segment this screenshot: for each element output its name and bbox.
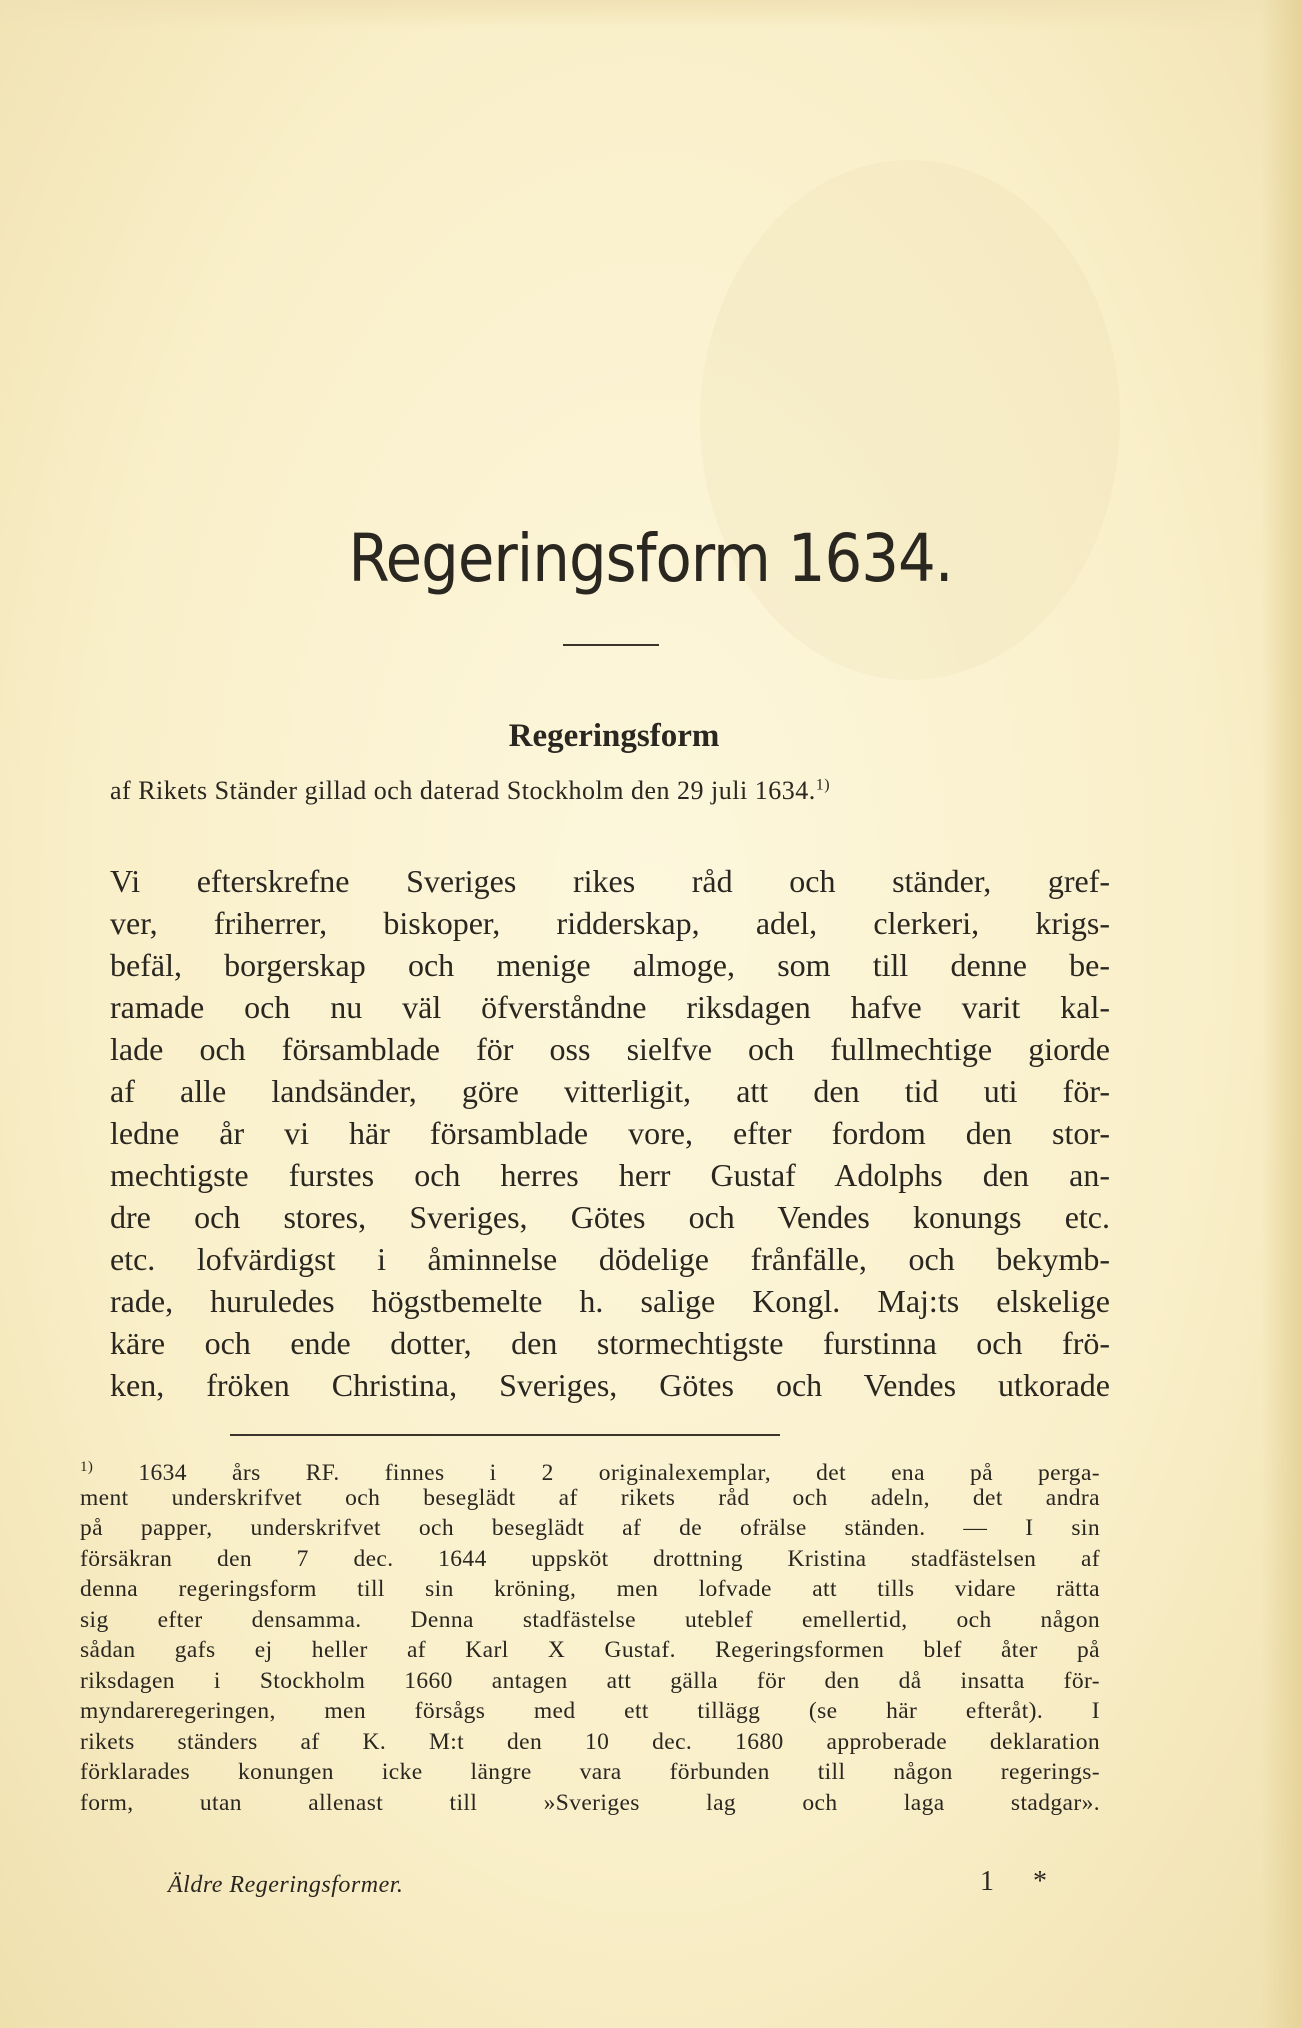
footnote-line: sådan gafs ej heller af Karl X Gustaf. Regeringsformen blef åter på [80, 1637, 1100, 1663]
footnote-line: myndareregeringen, men försågs med ett tillägg (se här efteråt). I [80, 1698, 1100, 1724]
dateline-text: af Rikets Ständer gillad och daterad Stockholm den 29 juli 1634. [110, 776, 816, 805]
footnote-line: riksdagen i Stockholm 1660 antagen att gälla för den då insatta för- [80, 1667, 1100, 1694]
section-heading: Regeringsform [508, 718, 720, 754]
footnote-line [80, 1452, 1100, 1486]
footnote-line: denna regeringsform till sin kröning, men lofvade att tills vidare rätta [80, 1576, 1100, 1602]
ink-bleed-through [700, 160, 1120, 680]
footnote-divider [230, 1434, 780, 1436]
sheet-mark: 1 * [980, 1866, 1063, 1897]
page-title: Regeringsform 1634. [348, 520, 953, 597]
title-divider [563, 644, 659, 646]
body-line: ken, fröken Christina, Sveriges, Götes och Vendes utkorade [110, 1367, 1110, 1403]
footnote-line: sig efter densamma. Denna stadfästelse uteblef emellertid, och någon [80, 1606, 1100, 1633]
signature-line: Äldre Regeringsformer. [168, 1872, 404, 1898]
footnote-line: försäkran den 7 dec. 1644 uppsköt drottning Kristina stadfästelsen af [80, 1545, 1100, 1572]
body-line: Vi efterskrefne Sveriges rikes råd och ständer, gref- [110, 863, 1110, 899]
footnote-line-text: 1634 års RF. finnes i 2 originalexemplar, det ena på perga- [93, 1459, 1100, 1486]
footnote [80, 1452, 1100, 1849]
page-edge-top [0, 0, 1301, 30]
footnote-line [80, 1818, 1100, 1849]
body-line: af alle landsänder, göre vitterligit, att den tid uti för- [110, 1073, 1110, 1109]
body-text [110, 860, 1110, 1448]
footnote-line: form, utan allenast till »Sveriges lag och laga stadgar». [80, 1789, 1100, 1816]
footnote-marker: 1) [815, 776, 831, 794]
body-line: mechtigste furstes och herres herr Gustaf Adolphs den an- [110, 1157, 1110, 1193]
footnote-line: ment underskrifvet och beseglädt af rikets råd och adeln, det andra [80, 1484, 1100, 1511]
body-line: befäl, borgerskap och menige almoge, som till denne be- [110, 947, 1110, 983]
footnote-line: förklarades konungen icke längre vara förbunden till någon regerings- [80, 1759, 1100, 1785]
page-edge-right [1261, 0, 1301, 2028]
body-line: rade, huruledes högstbemelte h. salige Kongl. Maj:ts elskelige [110, 1283, 1110, 1319]
body-line: ledne år vi här församblade vore, efter fordom den stor- [110, 1115, 1110, 1151]
body-line: ver, friherrer, biskoper, ridderskap, adel, clerkeri, krigs- [110, 905, 1110, 941]
body-line: dre och stores, Sveriges, Götes och Vendes konungs etc. [110, 1199, 1110, 1235]
body-line: lade och församblade för oss sielfve och fullmechtige giorde [110, 1031, 1110, 1067]
footnote-line: på papper, underskrifvet och beseglädt af de ofrälse ständen. — I sin [80, 1515, 1100, 1541]
body-line: ramade och nu väl öfverståndne riksdagen hafve varit kal- [110, 989, 1110, 1025]
footnote-line: rikets ständers af K. M:t den 10 dec. 1680 approberade deklaration [80, 1728, 1100, 1755]
body-line [110, 1406, 1110, 1448]
footnote-number: 1) [80, 1459, 94, 1475]
body-line: etc. lofvärdigst i åminnelse dödelige frånfälle, och bekymb- [110, 1241, 1110, 1277]
body-line: käre och ende dotter, den stormechtigste furstinna och frö- [110, 1325, 1110, 1361]
dateline [110, 776, 1110, 806]
